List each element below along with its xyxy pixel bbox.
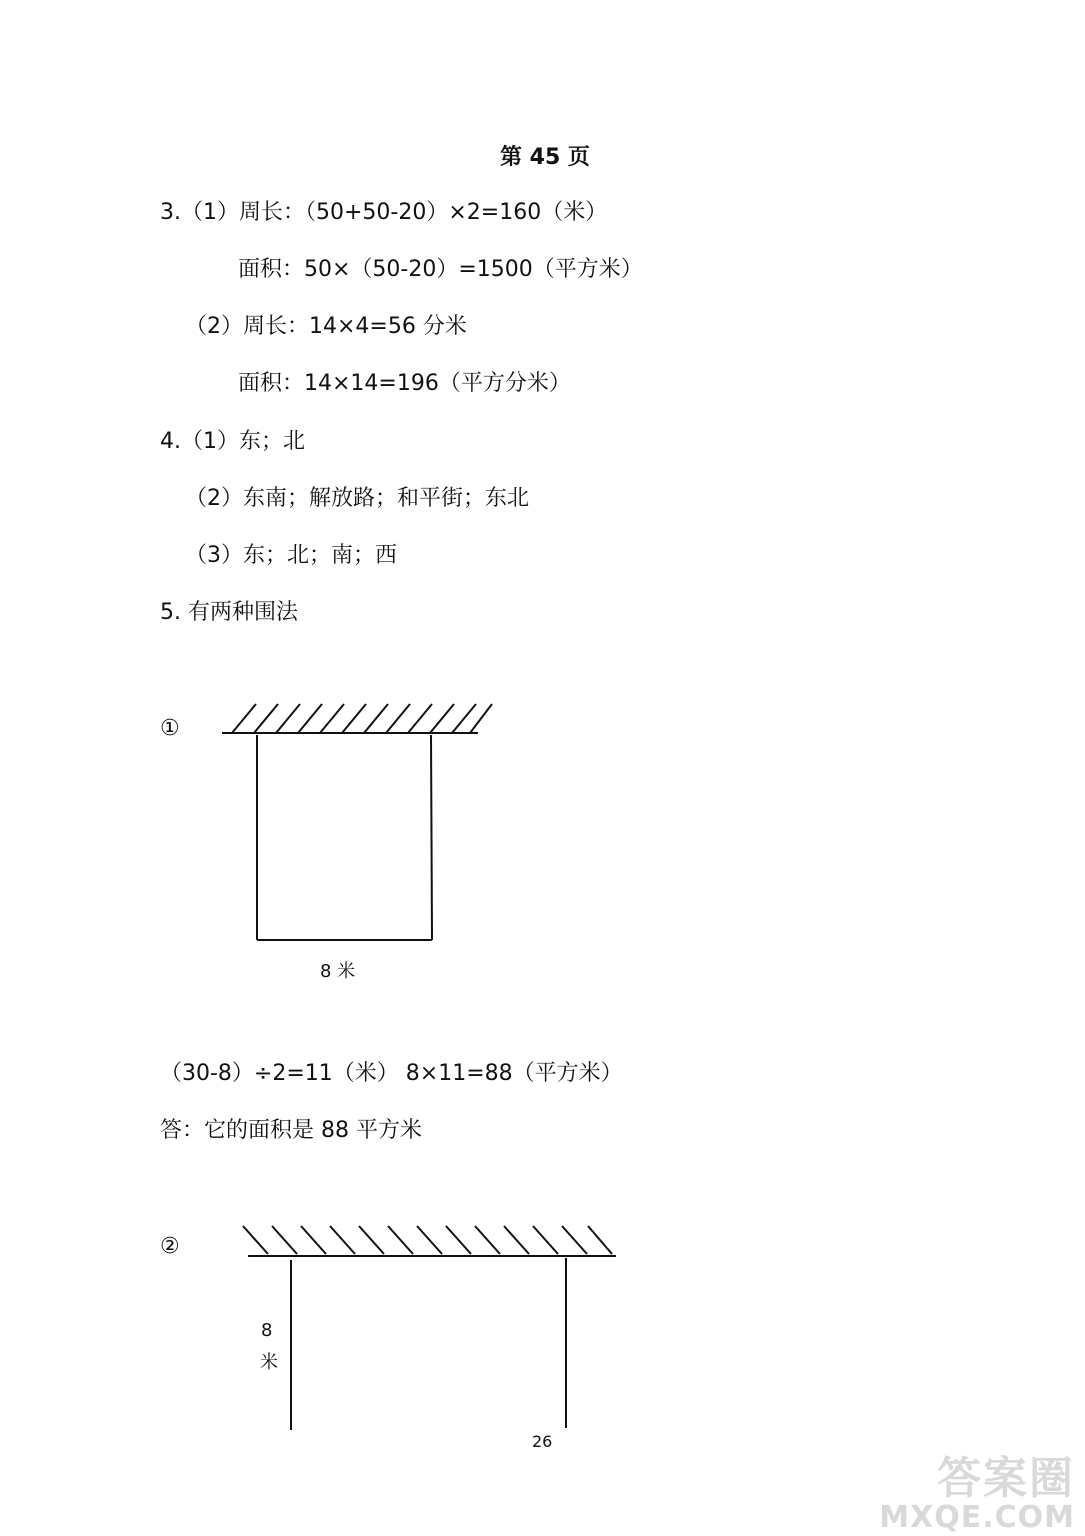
answer-line-5: 5. 有两种围法	[160, 600, 298, 625]
figure2-side-label-number: 8	[261, 1320, 273, 1341]
figure2-side-label-unit: 米	[260, 1352, 278, 1373]
answer-line-4-3: （3）东；北；南；西	[185, 543, 397, 568]
page-title: 第 45 页	[500, 145, 590, 170]
figure2-wall	[243, 1226, 616, 1256]
answer-summary: 答：它的面积是 88 平方米	[160, 1118, 422, 1143]
watermark-text-top: 答案圈	[937, 1453, 1075, 1504]
figure2-marker: ②	[160, 1234, 180, 1259]
figure1-fence	[257, 735, 432, 940]
watermark-text-bottom: MXQE.COM	[879, 1500, 1075, 1535]
figure1-bottom-label: 8 米	[320, 961, 356, 982]
page-number: 26	[532, 1432, 553, 1451]
answer-line-3-1-perimeter: 3.（1）周长：（50+50-20）×2=160（米）	[160, 200, 608, 225]
answer-line-3-2-area: 面积：14×14=196（平方分米）	[238, 371, 571, 396]
answer-line-4-1: 4.（1）东；北	[160, 429, 305, 454]
answer-line-3-1-area: 面积：50×（50-20）=1500（平方米）	[238, 257, 643, 282]
answer-line-4-2: （2）东南；解放路；和平街；东北	[185, 486, 529, 511]
calculation-line: （30-8）÷2=11（米） 8×11=88（平方米）	[160, 1061, 623, 1086]
figure1-wall	[222, 704, 492, 733]
figure2-fence	[291, 1258, 566, 1430]
figure1-marker: ①	[160, 716, 180, 741]
answer-line-3-2-perimeter: （2）周长：14×4=56 分米	[185, 314, 467, 339]
watermark-logo	[879, 1453, 1075, 1535]
